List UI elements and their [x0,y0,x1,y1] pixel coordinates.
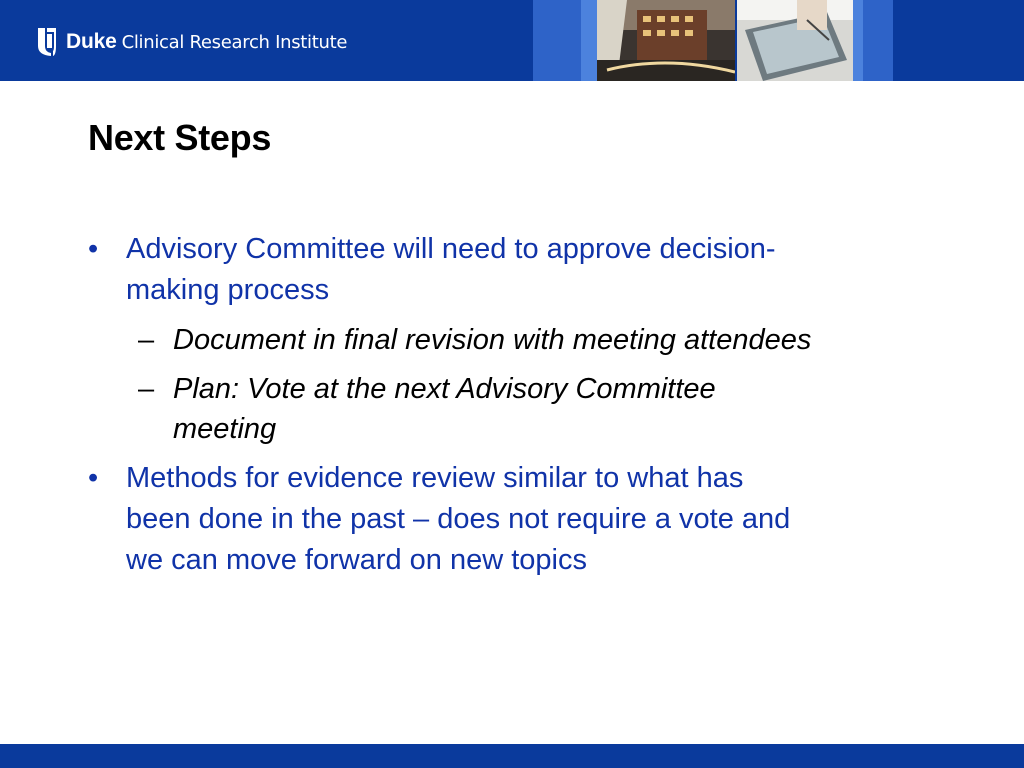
dash-icon: – [138,373,155,405]
bullet-text-line: Methods for evidence review similar to what has [126,462,744,494]
header-stripe [533,0,581,81]
bullet-text-line: we can move forward on new topics [126,544,587,576]
bullet-item [88,229,948,311]
duke-logo [36,26,347,58]
bullet-text-line: Advisory Committee will need to approve decision- [126,233,776,265]
tablet-photo [737,0,853,81]
building-photo [597,0,735,81]
bullet-item [88,458,948,581]
logo-brand: Duke [66,30,117,53]
header-stripe [581,0,597,81]
dash-icon: – [138,324,155,356]
slide-title: Next Steps [88,117,272,158]
sub-bullet-text-line: Document in final revision with meeting attendees [173,324,812,356]
header-bar [0,0,1024,81]
footer-bar [0,744,1024,768]
sub-bullet-text-line: meeting [173,413,277,445]
bullet-icon: • [88,233,99,265]
header-stripe [853,0,863,81]
sub-bullet-text-line: Plan: Vote at the next Advisory Committee [173,373,716,405]
sub-bullet-item [88,320,948,360]
slide-body [88,229,948,590]
bullet-icon: • [88,462,99,494]
header-stripe [863,0,893,81]
bullet-text-line: making process [126,274,330,306]
bullet-text-line: been done in the past – does not require a vote and [126,503,791,535]
duke-shield-icon [36,26,58,58]
logo-subtitle: Clinical Research Institute [121,31,348,53]
sub-bullet-item [88,369,948,449]
